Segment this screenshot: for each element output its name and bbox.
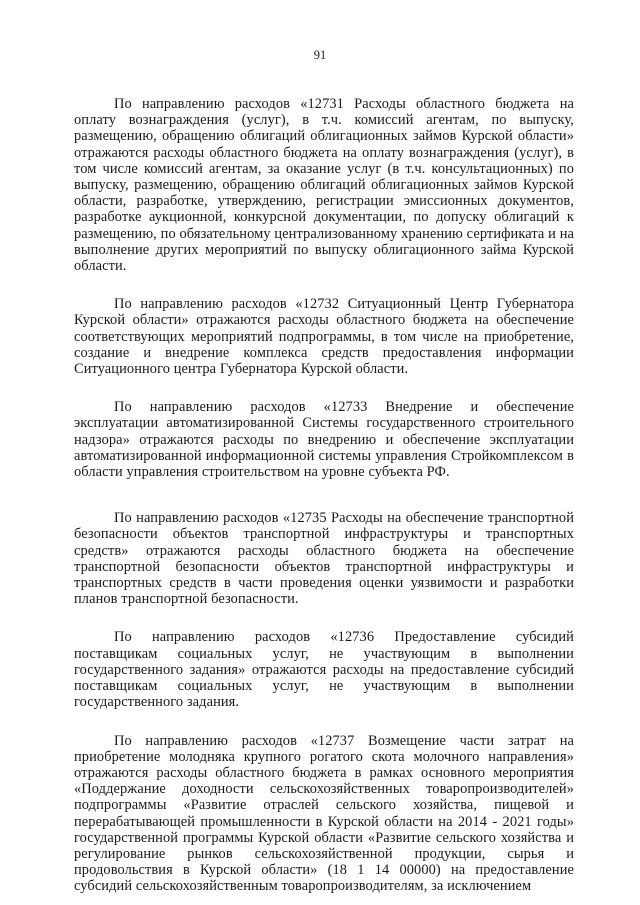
paragraph-12735: По направлению расходов «12735 Расходы на обеспечение транспортной безопасности объектов транспортной инфраструктуры и транспортных средств» отражаются расходы областного бюджета на обеспечение транспортной безопасности объектов транспортной инфраструктуры и транспортных средств в части проведения оценки уязвимости и разработки планов транспортной безопасности. [74, 510, 574, 608]
paragraph-12737: По направлению расходов «12737 Возмещение части затрат на приобретение молодняка крупного рогатого скота молочного направления» отражаются расходы областного бюджета в рамках основного мероприятия «Поддержание доходности сельскохозяйственных товаропроизводителей» подпрограммы «Развитие отраслей сельского хозяйства, пищевой и перерабатывающей промышленности в Курской области на 2014 - 2021 годы» государственной программы Курской области «Развитие сельского хозяйства и регулирование рынков сельскохозяйственной продукции, сырья и продовольствия в Курской области» (18 1 14 00000) на предоставление субсидий сельскохозяйственным товаропроизводителям, за исключением [74, 732, 574, 895]
page-number: 91 [313, 48, 327, 62]
paragraph-12733: По направлению расходов «12733 Внедрение и обеспечение эксплуатации автоматизированной Системы государственного строительного надзора» отражаются расходы по внедрению и обеспечение эксплуатации автоматизированной информационной системы управления Стройкомплексом в области управления строительством на уровне субъекта РФ. [74, 399, 574, 481]
paragraph-12736: По направлению расходов «12736 Предоставление субсидий поставщикам социальных услуг, не участвующим в выполнении государственного задания» отражаются расходы на предоставление субсидий поставщикам социальных услуг, не участвующим в выполнении государственного задания. [74, 629, 574, 711]
paragraph-12732: По направлению расходов «12732 Ситуационный Центр Губернатора Курской области» отражаются расходы областного бюджета на обеспечение соответствующих мероприятий подпрограммы, в том числе на приобретение, создание и внедрение комплекса средств предоставления информации Ситуационного центра Губернатора Курской области. [74, 296, 574, 378]
document-body [74, 96, 574, 895]
paragraph-12731: По направлению расходов «12731 Расходы областного бюджета на оплату вознаграждения (услуг), в т.ч. комиссий агентам, по выпуску, размещению, обращению облигаций облигационных займов Курской области» отражаются расходы областного бюджета на оплату вознаграждения (услуг), в том числе комиссий агентам, за оказание услуг (в т.ч. консультационных) по выпуску, размещению, обращению облигаций облигационных займов Курской области, разработке, утверждению, регистрации эмиссионных документов, разработке аукционной, конкурсной документации, по допуску облигаций к размещению, по обязательному централизованному хранению сертификата и на выполнение других мероприятий по выпуску облигационного займа Курской области. [74, 96, 574, 275]
